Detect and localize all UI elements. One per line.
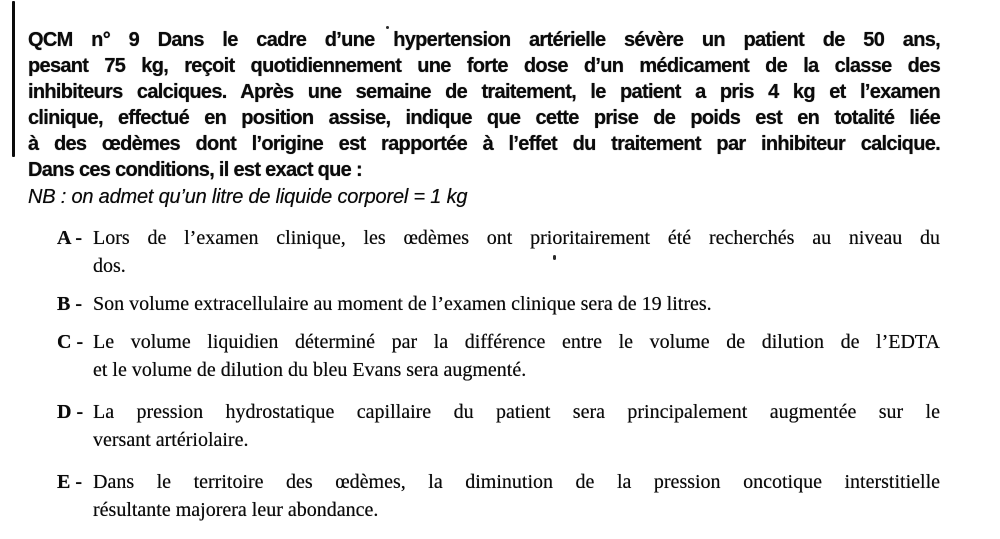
option-d-text — [93, 398, 940, 454]
option-c-line: Le volume liquidien déterminé par la différence entre le volume de dilution de l’EDTA — [93, 331, 940, 353]
option-a — [57, 224, 940, 280]
option-c — [57, 328, 940, 384]
option-d-letter: D - — [57, 401, 84, 423]
stem-line: pesant 75 kg, reçoit quotidiennement une forte dose d’un médicament de la classe des — [28, 55, 940, 77]
option-e-line: Dans le territoire des œdèmes, la diminution de la pression oncotique interstitielle — [93, 471, 940, 493]
option-d — [57, 398, 940, 454]
options-list — [57, 224, 940, 524]
option-c-line: et le volume de dilution du bleu Evans sera augmenté. — [93, 359, 527, 381]
scan-artifact-vertical-line — [12, 1, 15, 157]
stem-line: inhibiteurs calciques. Après une semaine de traitement, le patient a pris 4 kg et l’examen — [28, 81, 940, 103]
option-b-text — [93, 290, 940, 318]
question-note: NB : on admet qu’un litre de liquide corporel = 1 kg — [28, 186, 468, 208]
option-d-line: versant artériolaire. — [93, 429, 249, 451]
option-c-letter: C - — [57, 331, 84, 353]
option-a-line: Lors de l’examen clinique, les œdèmes ont prioritairement été recherchés au niveau du — [93, 227, 940, 249]
option-b-letter: B - — [57, 293, 82, 315]
question-stem — [28, 27, 940, 210]
option-a-letter: A - — [57, 227, 82, 249]
option-d-line: La pression hydrostatique capillaire du patient sera principalement augmentée sur le — [93, 401, 940, 423]
option-b — [57, 290, 940, 318]
stem-line: clinique, effectué en position assise, indique que cette prise de poids est en totalité liée — [28, 107, 940, 129]
option-e-line: résultante majorera leur abondance. — [93, 499, 379, 521]
stem-line: à des œdèmes dont l’origine est rapportée à l’effet du traitement par inhibiteur calcique. — [28, 133, 940, 155]
option-b-line: Son volume extracellulaire au moment de l’examen clinique sera de 19 litres. — [93, 293, 712, 315]
option-e — [57, 468, 940, 524]
stem-line: Dans ces conditions, il est exact que : — [28, 159, 362, 181]
option-a-line: dos. — [93, 255, 126, 277]
option-e-text — [93, 468, 940, 524]
option-e-letter: E - — [57, 471, 82, 493]
option-c-text — [93, 328, 940, 384]
option-a-text — [93, 224, 940, 280]
stem-line: QCM n° 9 Dans le cadre d’une hypertension artérielle sévère un patient de 50 ans, — [28, 29, 940, 51]
